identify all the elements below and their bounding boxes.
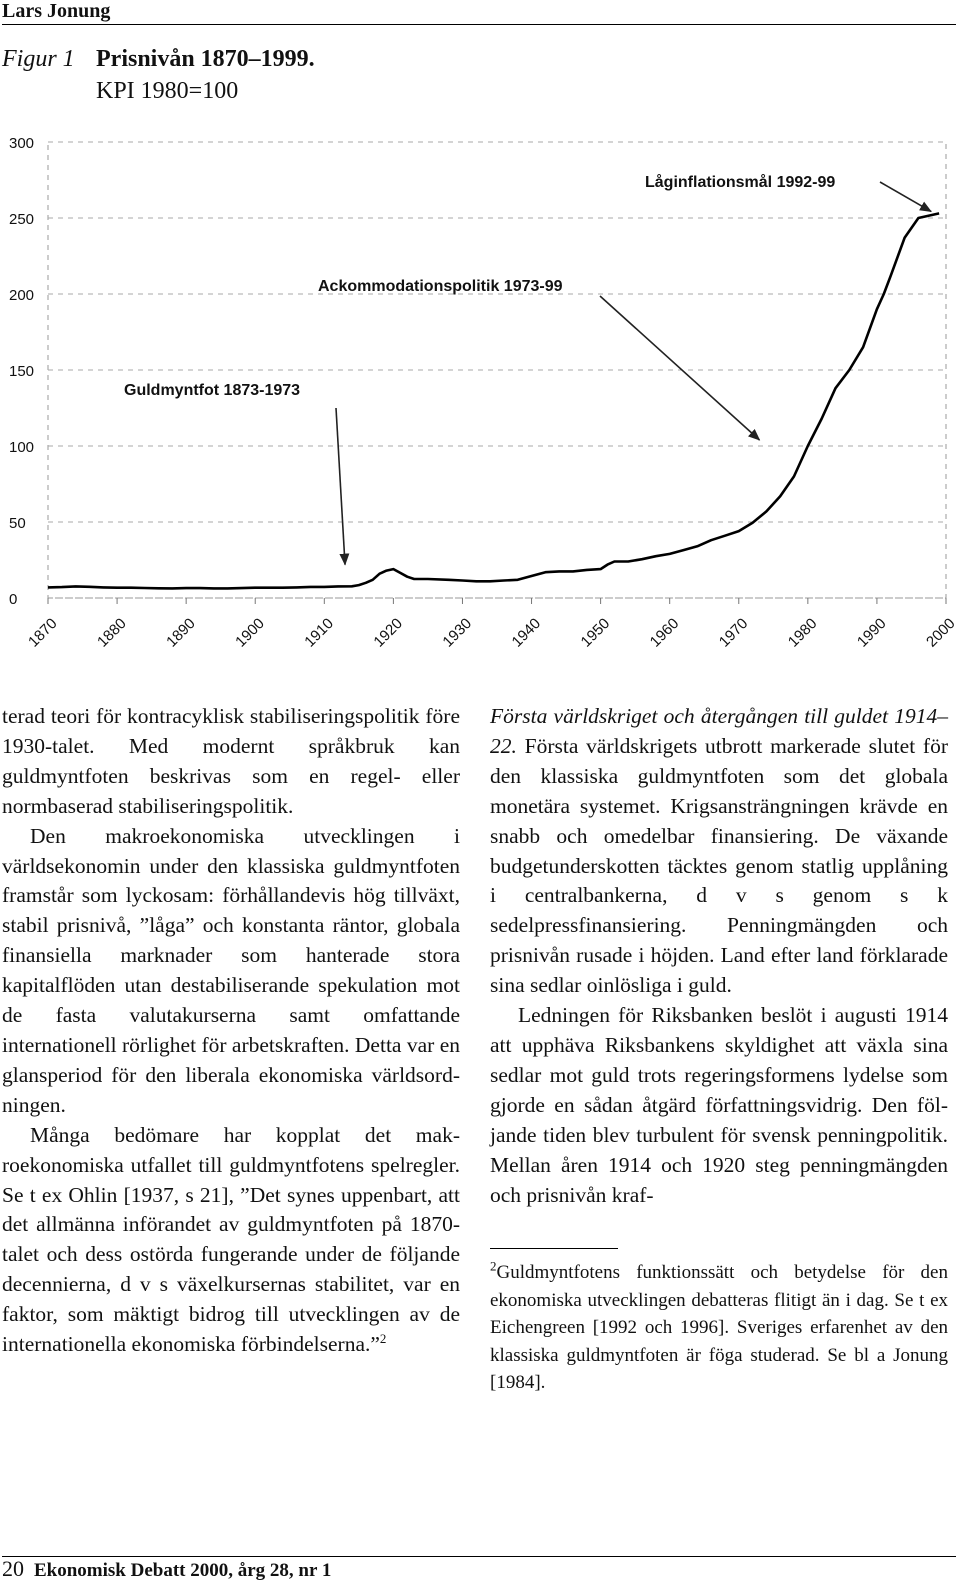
body-paragraph: Ledningen för Riksbanken beslöt i augusti 1914 att upphäva Riksbankens skyldighet att växla sina sedlar mot guld trots regeringsformens lydelse som gjorde en sådan åtgärd författningsvidrig. Den följande tiden blev turbulent för svensk penningpolitik. Mellan åren 1914 och 1920 steg penningmängden och prisnivån kraf- bbox=[490, 1003, 948, 1207]
page-footer bbox=[2, 1556, 332, 1581]
y-tick-label: 150 bbox=[9, 363, 35, 380]
figure-subtitle: KPI 1980=100 bbox=[96, 78, 239, 104]
price-level-line bbox=[48, 213, 939, 588]
author-name: Lars Jonung bbox=[2, 0, 111, 22]
x-tick-label: 2000 bbox=[923, 615, 959, 651]
chart-annotation-arrow bbox=[880, 182, 931, 211]
x-tick-label: 1920 bbox=[370, 615, 407, 651]
right-column bbox=[490, 702, 948, 1396]
x-tick-label: 1940 bbox=[508, 615, 545, 651]
footnote-divider bbox=[490, 1248, 618, 1249]
chart-annotation-arrow bbox=[600, 296, 759, 440]
figure-title: Prisnivån 1870–1999. bbox=[96, 46, 315, 72]
running-head bbox=[2, 0, 956, 25]
figure-caption bbox=[2, 44, 315, 104]
chart-annotation-arrow bbox=[336, 408, 345, 565]
y-tick-label: 250 bbox=[9, 211, 35, 228]
chart-annotation-label: Låginflationsmål 1992-99 bbox=[645, 174, 836, 191]
x-tick-label: 1960 bbox=[646, 615, 683, 651]
section-subheading: Första världskriget och återgången till guldet 1914–22. bbox=[490, 704, 948, 758]
y-tick-label: 200 bbox=[9, 287, 35, 304]
x-tick-label: 1890 bbox=[163, 615, 199, 651]
footnote-reference: 2 bbox=[379, 1330, 387, 1346]
left-column bbox=[2, 702, 460, 1360]
body-paragraph-text: Många bedömare har kopplat det makroekonomiska utfallet till guldmyntfotens spelregler. Se t ex Ohlin [1937, s 21], ”Det synes uppenbart, att det allmänna införandet av guldmyntfoten på 1870-talet och dess ostörda fungerande under de följande decennierna, d v s växelkursernas stabilitet, var en faktor, som mäktigt bidrog till utvecklingen av de internationella ekonomiska förbindelserna.” bbox=[2, 1122, 460, 1357]
section-paragraph bbox=[490, 702, 948, 1001]
footer-divider bbox=[2, 1556, 956, 1557]
y-tick-label: 50 bbox=[9, 515, 26, 532]
x-tick-label: 1970 bbox=[715, 615, 752, 651]
y-tick-label: 0 bbox=[9, 591, 18, 608]
x-tick-label: 1930 bbox=[439, 615, 476, 651]
x-tick-label: 1900 bbox=[232, 615, 268, 651]
chart-annotation-label: Guldmyntfot 1873-1973 bbox=[124, 382, 301, 399]
chart-annotation-label: Ackommodationspolitik 1973-99 bbox=[318, 278, 563, 295]
journal-citation: Ekonomisk Debatt 2000, årg 28, nr 1 bbox=[34, 1560, 332, 1581]
x-tick-label: 1980 bbox=[784, 615, 821, 651]
y-tick-label: 100 bbox=[9, 439, 35, 456]
footnote bbox=[490, 1259, 948, 1396]
body-paragraph: Den makroekonomiska utvecklingen i världsekonomin under den klassiska guldmyntfoten framstår som lyckosam: förhållandevis hög tillväxt, stabil prisnivå, ”låga” och konstanta räntor, globala finansiella marknader som hanterade stora kapitalflöden utan destabiliserande spekulation mot de fasta valutakurserna samt omfattande internationell rörlighet för arbetskraften. Detta var en glansperiod för den liberala ekonomiska världsordningen. bbox=[2, 823, 460, 1117]
x-tick-label: 1950 bbox=[577, 615, 614, 651]
y-tick-label: 300 bbox=[9, 135, 35, 152]
x-tick-label: 1870 bbox=[25, 615, 61, 651]
x-tick-label: 1990 bbox=[853, 615, 890, 651]
x-tick-label: 1880 bbox=[94, 615, 130, 651]
page-number: 20 bbox=[2, 1556, 24, 1581]
body-paragraph-text: Första världskrigets utbrott markerade slutet för den klassiska guldmyntfoten som det globala monetära systemet. Krigsansträngningen krävde en snabb och omedelbar finansiering. De växande budgetunderskotten täcktes genom statlig upplåning i centralbankerna, d v s genom s k sedelpressfinansiering. Penningmängden och prisnivån rusade i höjden. Land efter land förklarade sina sedlar oinlösliga i guld. bbox=[490, 733, 948, 998]
body-paragraph-with-note bbox=[2, 1121, 460, 1360]
price-level-chart bbox=[0, 120, 960, 680]
footnote-text: Guldmyntfotens funktionssätt och betydelse för den ekonomiska utvecklingen debatteras flitigt än i dag. Se t ex Eichengreen [1992 och 1996]. Sveriges erfarenhet av den klassiska guldmyntfoten är föga studerad. Se bl a Jonung [1984]. bbox=[490, 1262, 948, 1394]
body-paragraph: terad teori för kontracyklisk stabiliseringspolitik före 1930-talet. Med modernt språkbruk kan guldmyntfoten beskrivas som en regel- eller normbaserad stabiliseringspolitik. bbox=[2, 704, 460, 818]
footnote-number: 2 bbox=[490, 1259, 497, 1275]
figure-label: Figur 1 bbox=[2, 46, 75, 72]
x-tick-label: 1910 bbox=[301, 615, 337, 651]
